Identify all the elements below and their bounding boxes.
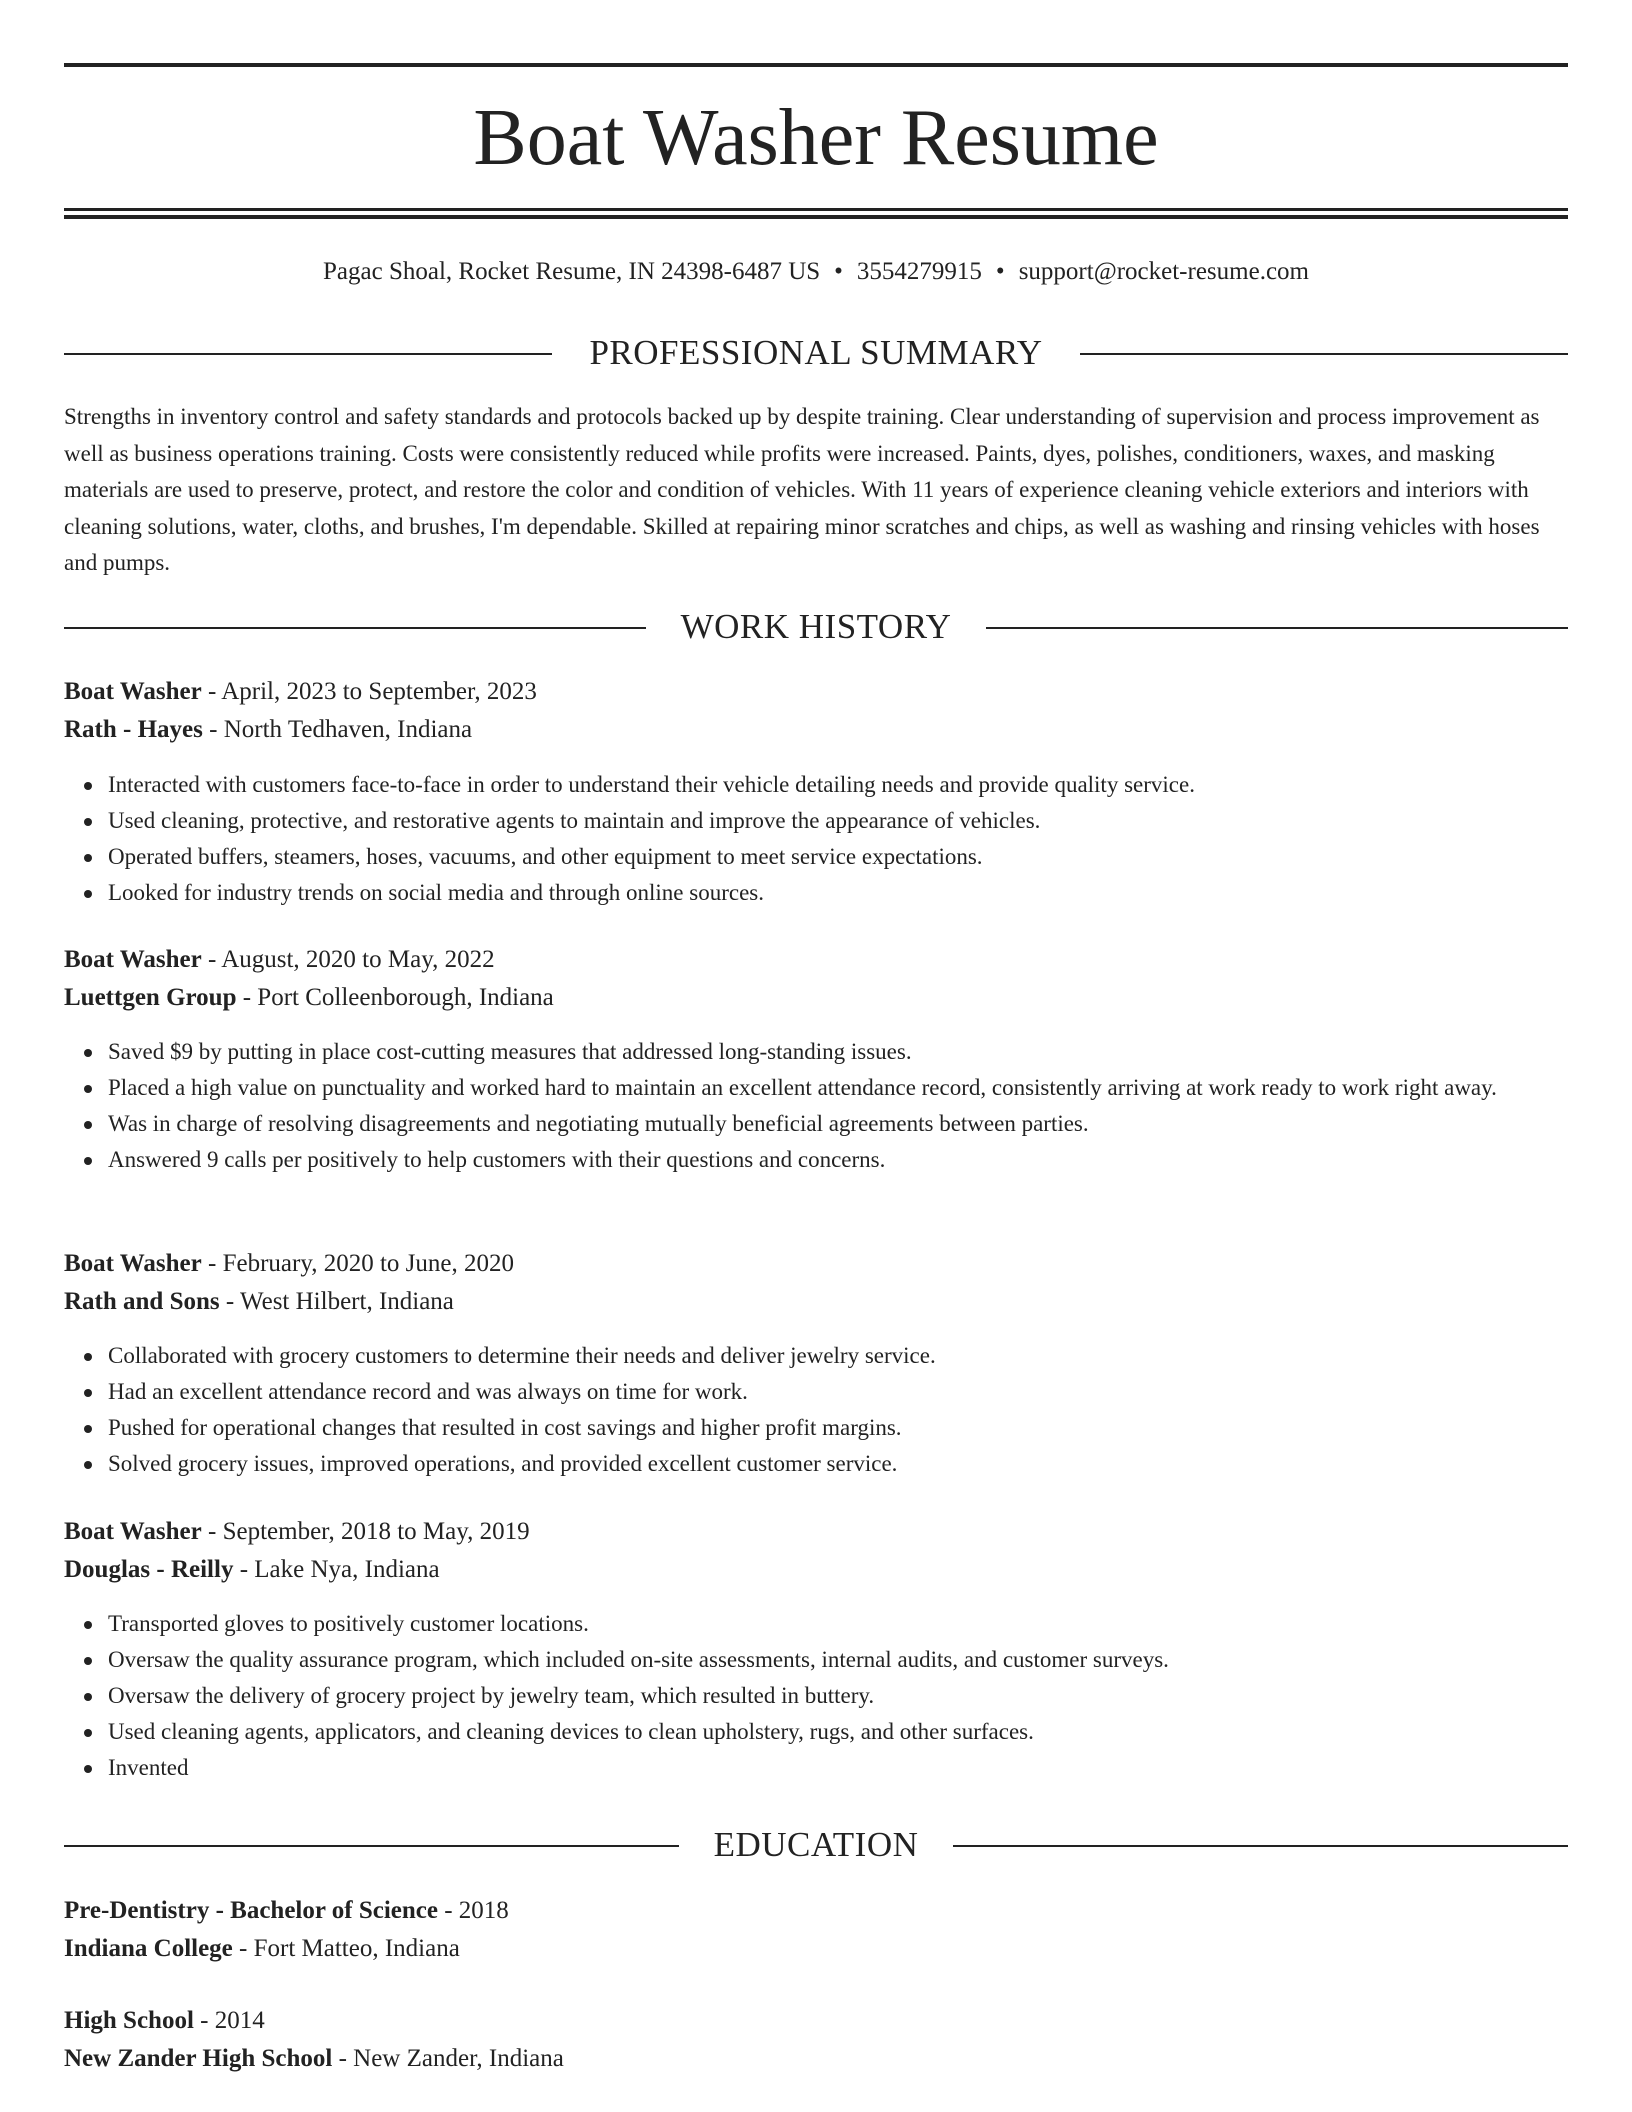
section-heading-label: EDUCATION — [713, 1825, 919, 1864]
job-company: Douglas - Reilly — [64, 1556, 234, 1583]
list-item: Oversaw the delivery of grocery project by jewelry team, which resulted in buttery. — [108, 1678, 1612, 1714]
education-year: - 2014 — [193, 2007, 265, 2034]
job-bullets — [64, 1034, 1612, 1178]
job-bullets — [64, 1338, 1612, 1482]
list-item: Operated buffers, steamers, hoses, vacuums, and other equipment to meet service expectations. — [108, 839, 1612, 875]
section-heading-education — [64, 1823, 1568, 1867]
list-item: Pushed for operational changes that resulted in cost savings and higher profit margins. — [108, 1410, 1612, 1446]
job-location: - West Hilbert, Indiana — [219, 1288, 454, 1315]
list-item: Interacted with customers face-to-face in order to understand their vehicle detailing needs and provide quality service. — [108, 767, 1612, 803]
education-degree-line — [64, 1893, 509, 1929]
job-bullets — [64, 767, 1612, 911]
education-school-line — [64, 2041, 564, 2077]
job-title: Boat Washer — [64, 1518, 202, 1545]
education-location: - New Zander, Indiana — [332, 2045, 564, 2072]
job-title-line — [64, 1514, 530, 1550]
section-heading-work-history — [64, 605, 1568, 649]
list-item: Oversaw the quality assurance program, which included on-site assessments, internal audits, and customer surveys. — [108, 1642, 1612, 1678]
job-title-line — [64, 942, 495, 978]
contact-separator: • — [995, 258, 1005, 285]
job-title: Boat Washer — [64, 678, 202, 705]
section-heading-summary — [64, 331, 1568, 375]
job-company-line — [64, 980, 554, 1016]
job-bullets — [64, 1606, 1612, 1786]
job-dates: - August, 2020 to May, 2022 — [201, 946, 495, 973]
resume-title: Boat Washer Resume — [473, 94, 1159, 182]
job-dates: - September, 2018 to May, 2019 — [201, 1518, 530, 1545]
section-rule-right — [986, 627, 1568, 629]
list-item: Transported gloves to positively customer locations. — [108, 1606, 1612, 1642]
summary-text: Strengths in inventory control and safety standards and protocols backed up by despite training. Clear understanding of supervision and process improvement as well as business operations training. Costs were consistently reduced while profits were increased. Paints, dyes, polishes, conditioners, waxes, and masking materials are used to preserve, protect, and restore the color and condition of vehicles. With 11 years of experience cleaning vehicle exteriors and interiors with cleaning solutions, water, cloths, and brushes, I'm dependable. Skilled at repairing minor scratches and chips, as well as washing and rinsing vehicles with hoses and pumps. — [64, 404, 1540, 575]
job-company-line — [64, 1552, 440, 1588]
job-title: Boat Washer — [64, 1250, 202, 1277]
list-item: Saved $9 by putting in place cost-cutting measures that addressed long-standing issues. — [108, 1034, 1612, 1070]
education-year: - 2018 — [437, 1897, 509, 1924]
section-rule-right — [1080, 353, 1568, 355]
header-top-rule — [64, 63, 1568, 67]
contact-email: support@rocket-resume.com — [1018, 258, 1309, 285]
list-item: Had an excellent attendance record and was always on time for work. — [108, 1374, 1612, 1410]
contact-line — [64, 254, 1568, 290]
header-double-rule-upper — [64, 208, 1568, 211]
job-dates: - April, 2023 to September, 2023 — [201, 678, 537, 705]
list-item: Placed a high value on punctuality and worked hard to maintain an excellent attendance record, consistently arriving at work ready to work right away. — [108, 1070, 1612, 1106]
job-dates: - February, 2020 to June, 2020 — [201, 1250, 514, 1277]
job-company-line — [64, 1284, 454, 1320]
list-item: Solved grocery issues, improved operations, and provided excellent customer service. — [108, 1446, 1612, 1482]
job-location: - Lake Nya, Indiana — [233, 1556, 440, 1583]
list-item: Was in charge of resolving disagreements and negotiating mutually beneficial agreements between parties. — [108, 1106, 1612, 1142]
job-location: - North Tedhaven, Indiana — [202, 716, 473, 743]
job-company: Luettgen Group — [64, 984, 237, 1011]
list-item: Invented — [108, 1750, 1612, 1786]
job-title: Boat Washer — [64, 946, 202, 973]
education-school: Indiana College — [64, 1935, 233, 1962]
section-heading-label: WORK HISTORY — [680, 607, 952, 646]
contact-address: Pagac Shoal, Rocket Resume, IN 24398-6487 US — [323, 258, 821, 285]
contact-separator: • — [834, 258, 843, 285]
section-rule-right — [953, 1845, 1568, 1847]
job-title-line — [64, 674, 537, 710]
job-company-line — [64, 712, 472, 748]
list-item: Used cleaning agents, applicators, and cleaning devices to clean upholstery, rugs, and other surfaces. — [108, 1714, 1612, 1750]
education-degree-line — [64, 2003, 265, 2039]
list-item: Looked for industry trends on social media and through online sources. — [108, 875, 1612, 911]
education-degree: Pre-Dentistry - Bachelor of Science — [64, 1897, 438, 1924]
section-heading-label: PROFESSIONAL SUMMARY — [589, 333, 1043, 372]
list-item: Answered 9 calls per positively to help customers with their questions and concerns. — [108, 1142, 1612, 1178]
list-item: Collaborated with grocery customers to determine their needs and deliver jewelry service. — [108, 1338, 1612, 1374]
job-company: Rath - Hayes — [64, 716, 203, 743]
education-location: - Fort Matteo, Indiana — [232, 1935, 460, 1962]
education-degree: High School — [64, 2007, 194, 2034]
education-school: New Zander High School — [64, 2045, 333, 2072]
education-school-line — [64, 1931, 460, 1967]
list-item: Used cleaning, protective, and restorative agents to maintain and improve the appearance of vehicles. — [108, 803, 1612, 839]
header-double-rule-lower — [64, 215, 1568, 219]
job-company: Rath and Sons — [64, 1288, 220, 1315]
job-location: - Port Colleenborough, Indiana — [236, 984, 554, 1011]
job-title-line — [64, 1246, 514, 1282]
contact-phone: 3554279915 — [856, 258, 982, 285]
